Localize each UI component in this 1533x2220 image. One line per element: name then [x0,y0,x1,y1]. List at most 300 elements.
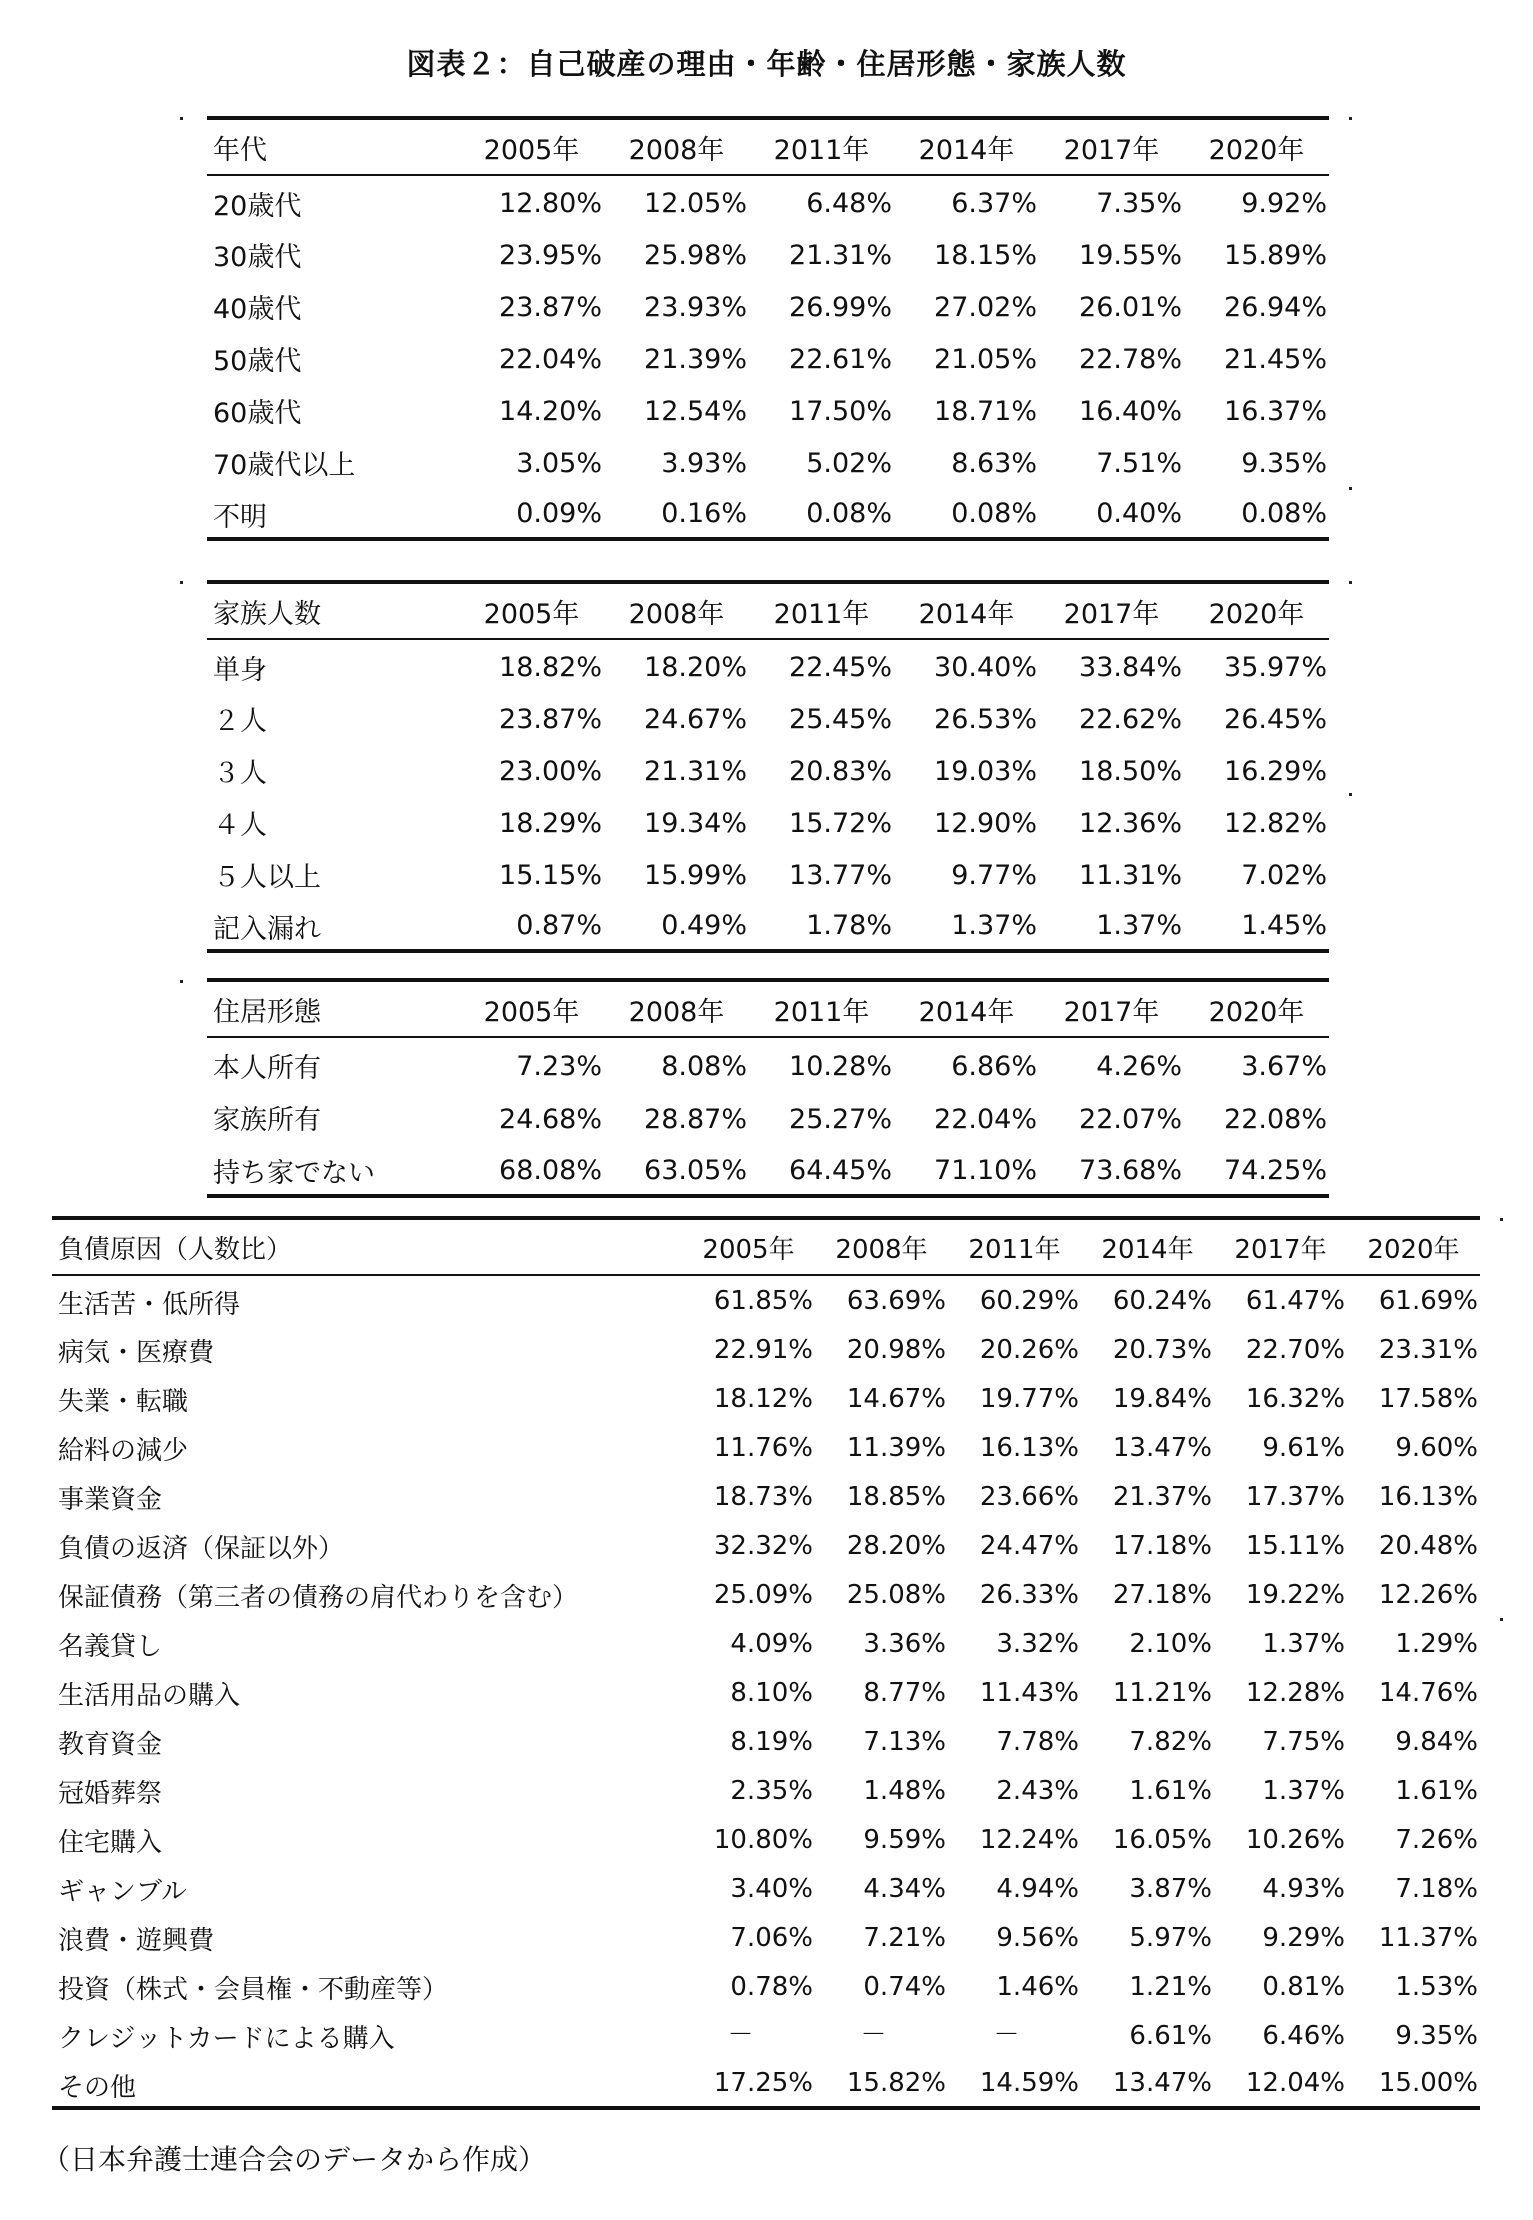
table-cell: 24.68% [499,1104,602,1135]
year-header: 2005年 [682,1218,815,1275]
housing-table [207,978,1329,1198]
table-cell: 63.05% [604,1143,749,1196]
table-cell: 15.99% [644,860,747,891]
table-row [207,1143,1329,1196]
table-cell: 71.10% [894,1143,1039,1196]
year-header: 2011年 [749,118,894,175]
table-cell: 8.77% [863,1678,946,1708]
table-cell: 20.73% [1112,1335,1212,1365]
scan-dot [1500,1618,1503,1621]
table-cell: 23.87% [499,292,602,323]
table-cell: 14.20% [499,396,602,427]
table-cell: 18.73% [713,1482,813,1512]
table-cell: 63.69% [846,1286,946,1316]
table-cell: 16.29% [1224,756,1327,787]
table-cell: 7.13% [863,1727,946,1757]
year-header: 2011年 [749,980,894,1037]
table-row [207,743,1329,795]
table-cell: 0.81% [1262,1972,1345,2002]
table-cell: 7.18% [1395,1874,1478,1904]
table-cell: 1.21% [1129,1972,1212,2002]
table-cell: 0.78% [730,1972,813,2002]
table-cell: 20.26% [979,1335,1079,1365]
table-cell: 1.48% [863,1776,946,1806]
table-cell: 21.31% [789,240,892,271]
table-row [207,1090,1329,1143]
table-cell: 23.87% [499,704,602,735]
table-row [207,435,1329,487]
table-header-row [207,980,1329,1037]
table-row [52,1765,1480,1814]
table-cell: 23.95% [499,240,602,271]
row-label: 40歳代 [213,294,302,325]
table-cell: 26.94% [1224,292,1327,323]
table-cell: 7.51% [1096,448,1182,479]
table-cell: 16.05% [1112,1825,1212,1855]
family-size-table [207,580,1329,953]
row-label: 生活苦・低所得 [58,1290,241,1320]
table-row [52,1863,1480,1912]
page-title: 図表２：自己破産の理由・年齢・住居形態・家族人数 [406,47,1127,81]
table-cell: 19.77% [979,1384,1079,1414]
table-cell: 5.02% [806,448,892,479]
row-label: 70歳代以上 [213,450,356,481]
table-cell: 18.20% [644,652,747,683]
table-cell: 0.87% [459,899,604,951]
table-cell: 23.93% [644,292,747,323]
table-cell: 10.28% [789,1051,892,1082]
table-cell: 61.69% [1378,1286,1478,1316]
table-cell: 10.80% [713,1825,813,1855]
table-cell: 1.45% [1184,899,1329,951]
table-cell: 9.59% [863,1825,946,1855]
table-cell: 11.39% [846,1433,946,1463]
row-label: 50歳代 [213,346,302,377]
table-cell: 21.05% [934,344,1037,375]
table-cell: 26.01% [1079,292,1182,323]
year-header: 2005年 [459,118,604,175]
table-cell: 23.66% [979,1482,1079,1512]
table-cell: 5.97% [1129,1923,1212,1953]
year-header: 2008年 [604,118,749,175]
table-cell: 8.08% [661,1051,747,1082]
year-header: 2017年 [1039,118,1184,175]
table-cell: 17.18% [1112,1531,1212,1561]
table-cell: 17.37% [1245,1482,1345,1512]
table-cell: 9.35% [1395,2021,1478,2051]
row-label: 60歳代 [213,398,302,429]
table-cell: 3.40% [730,1874,813,1904]
table-cell: 20.98% [846,1335,946,1365]
table-cell: 16.32% [1245,1384,1345,1414]
table-cell: 8.63% [951,448,1037,479]
year-header: 2017年 [1214,1218,1347,1275]
table-cell: 12.54% [644,396,747,427]
table-cell: 9.60% [1395,1433,1478,1463]
table-cell: 26.33% [979,1580,1079,1610]
year-header: 2008年 [604,980,749,1037]
table-cell: 12.04% [1214,2059,1347,2108]
table-cell: 11.31% [1079,860,1182,891]
table-cell: 7.23% [516,1051,602,1082]
table-cell: 7.21% [863,1923,946,1953]
table-header-row [207,118,1329,175]
table-cell: 7.35% [1096,188,1182,219]
table-cell: 12.90% [934,808,1037,839]
table-header-row [52,1218,1480,1275]
year-header: 2005年 [459,582,604,639]
table-cell: 12.24% [979,1825,1079,1855]
table-cell: 6.61% [1129,2021,1212,2051]
table-cell: 16.37% [1224,396,1327,427]
row-label: 生活用品の購入 [58,1681,241,1711]
table-cell: 18.29% [499,808,602,839]
table-cell: 11.76% [713,1433,813,1463]
year-header: 2017年 [1039,980,1184,1037]
table-cell: 2.10% [1129,1629,1212,1659]
table-cell: 0.08% [1184,487,1329,539]
housing-header: 住居形態 [207,980,459,1037]
table-cell: 17.25% [682,2059,815,2108]
table-cell: 22.70% [1245,1335,1345,1365]
year-header: 2014年 [1081,1218,1214,1275]
table-cell: 32.32% [713,1531,813,1561]
row-label: 家族所有 [213,1105,321,1136]
table-cell: 28.87% [644,1104,747,1135]
row-label: 負債の返済（保証以外） [58,1534,345,1564]
table-row [207,331,1329,383]
table-cell: 3.36% [863,1629,946,1659]
table-cell: 25.98% [644,240,747,271]
row-label: 単身 [213,655,267,686]
table-cell: 1.37% [1262,1629,1345,1659]
table-cell: 25.45% [789,704,892,735]
row-label: 冠婚葬祭 [58,1779,163,1809]
table-cell: 9.29% [1262,1923,1345,1953]
table-cell: 6.86% [951,1051,1037,1082]
table-cell: 19.34% [644,808,747,839]
row-label: 教育資金 [58,1730,163,1760]
table-cell: 9.77% [951,860,1037,891]
table-cell: 1.46% [996,1972,1079,2002]
table-cell: 15.72% [789,808,892,839]
table-cell: 0.08% [749,487,894,539]
table-row [207,795,1329,847]
table-cell: 6.48% [806,188,892,219]
table-row [52,1667,1480,1716]
row-label: 不明 [207,487,459,539]
table-cell: 6.46% [1262,2021,1345,2051]
table-cell: 12.80% [499,188,602,219]
table-row [207,691,1329,743]
year-header: 2014年 [894,118,1039,175]
scan-dot [1349,793,1352,796]
table-cell: 1.61% [1129,1776,1212,1806]
table-cell: 25.27% [789,1104,892,1135]
table-cell: 8.10% [730,1678,813,1708]
table-cell: 61.47% [1245,1286,1345,1316]
row-label: クレジットカードによる購入 [58,2024,395,2054]
year-header: 2020年 [1184,980,1329,1037]
table-cell: 3.67% [1241,1051,1327,1082]
table-cell: 64.45% [749,1143,894,1196]
table-cell: 24.67% [644,704,747,735]
table-cell: 3.32% [996,1629,1079,1659]
table-cell: 9.84% [1395,1727,1478,1757]
table-cell: 19.84% [1112,1384,1212,1414]
table-cell: 19.03% [934,756,1037,787]
table-cell: 7.02% [1241,860,1327,891]
table-cell: 0.74% [863,1972,946,2002]
table-cell: 12.26% [1378,1580,1478,1610]
table-row [52,1814,1480,1863]
table-cell: 8.19% [730,1727,813,1757]
table-cell: 13.77% [789,860,892,891]
table-cell: 3.05% [516,448,602,479]
source-note: （日本弁護士連合会のデータから作成） [42,2143,547,2176]
year-header: 2008年 [815,1218,948,1275]
table-row [52,1324,1480,1373]
table-cell: 18.50% [1079,756,1182,787]
table-cell: 12.05% [644,188,747,219]
table-row [207,1037,1329,1090]
table-row [52,1716,1480,1765]
table-row [52,1569,1480,1618]
table-cell: 73.68% [1039,1143,1184,1196]
table-cell: 9.35% [1241,448,1327,479]
table-cell: 15.15% [499,860,602,891]
table-cell: 7.26% [1395,1825,1478,1855]
table-cell: 4.09% [730,1629,813,1659]
row-label: ５人以上 [213,862,321,893]
year-header: 2020年 [1347,1218,1480,1275]
table-cell: － [727,2020,754,2050]
table-cell: 22.62% [1079,704,1182,735]
table-cell: 12.82% [1224,808,1327,839]
table-cell: 26.99% [789,292,892,323]
scan-dot [1349,581,1352,584]
table-cell: 19.22% [1245,1580,1345,1610]
table-cell: － [993,2020,1020,2050]
table-cell: 1.37% [1039,899,1184,951]
table-cell: 28.20% [846,1531,946,1561]
scan-dot [1349,117,1352,120]
table-row [52,1961,1480,2010]
table-cell: 1.37% [894,899,1039,951]
table-row [207,899,1329,951]
table-cell: 12.36% [1079,808,1182,839]
table-cell: 13.47% [1112,1433,1212,1463]
table-row [52,1275,1480,1324]
debt-header: 負債原因（人数比） [52,1218,682,1275]
table-cell: 4.34% [863,1874,946,1904]
year-header: 2014年 [894,980,1039,1037]
table-row [52,2059,1480,2108]
table-cell: 22.61% [789,344,892,375]
table-row [207,227,1329,279]
table-cell: 15.89% [1224,240,1327,271]
table-cell: 60.29% [979,1286,1079,1316]
table-cell: 11.43% [979,1678,1079,1708]
table-cell: 68.08% [459,1143,604,1196]
table-cell: 14.76% [1378,1678,1478,1708]
table-cell: 16.13% [979,1433,1079,1463]
table-cell: 23.00% [499,756,602,787]
table-cell: 30.40% [934,652,1037,683]
year-header: 2011年 [948,1218,1081,1275]
row-label: 住宅購入 [58,1828,163,1858]
table-row [52,1422,1480,1471]
year-header: 2020年 [1184,582,1329,639]
table-cell: 26.53% [934,704,1037,735]
row-label: 事業資金 [58,1485,163,1515]
table-cell: 1.37% [1262,1776,1345,1806]
table-cell: 20.48% [1378,1531,1478,1561]
scan-dot [180,117,183,120]
table-cell: 21.45% [1224,344,1327,375]
table-cell: 13.47% [1081,2059,1214,2108]
row-label: 20歳代 [213,191,302,222]
table-cell: 6.37% [951,188,1037,219]
row-label: ４人 [213,810,267,841]
table-cell: 24.47% [979,1531,1079,1561]
table-cell: 0.49% [604,899,749,951]
table-row [207,383,1329,435]
table-cell: 9.56% [996,1923,1079,1953]
row-label: 本人所有 [213,1053,321,1084]
row-label: 保証債務（第三者の債務の肩代わりを含む） [58,1583,579,1613]
table-cell: 14.67% [846,1384,946,1414]
table-cell: 33.84% [1079,652,1182,683]
table-cell: 15.11% [1245,1531,1345,1561]
row-label: 名義貸し [58,1632,163,1662]
table-cell: 18.12% [713,1384,813,1414]
table-cell: 25.09% [713,1580,813,1610]
table-cell: 2.43% [996,1776,1079,1806]
table-cell: 21.39% [644,344,747,375]
table-cell: 16.13% [1378,1482,1478,1512]
row-label: 記入漏れ [207,899,459,951]
table-cell: 7.06% [730,1923,813,1953]
year-header: 2014年 [894,582,1039,639]
year-header: 2005年 [459,980,604,1037]
table-cell: 18.15% [934,240,1037,271]
table-header-row [207,582,1329,639]
table-cell: 19.55% [1079,240,1182,271]
table-cell: 25.08% [846,1580,946,1610]
table-cell: 22.08% [1224,1104,1327,1135]
table-cell: 20.83% [789,756,892,787]
table-row [52,1912,1480,1961]
table-cell: 12.28% [1245,1678,1345,1708]
row-label: 持ち家でない [207,1143,459,1196]
table-cell: 1.53% [1395,1972,1478,2002]
row-label: 失業・転職 [58,1387,189,1417]
year-header: 2011年 [749,582,894,639]
table-row [207,487,1329,539]
table-cell: 3.93% [661,448,747,479]
table-cell: 0.16% [604,487,749,539]
table-cell: 22.78% [1079,344,1182,375]
table-cell: 21.31% [644,756,747,787]
table-cell: 26.45% [1224,704,1327,735]
table-row [207,279,1329,331]
table-cell: 9.61% [1262,1433,1345,1463]
table-cell: 17.50% [789,396,892,427]
table-cell: 18.71% [934,396,1037,427]
table-cell: 16.40% [1079,396,1182,427]
table-cell: 60.24% [1112,1286,1212,1316]
row-label: 給料の減少 [58,1436,189,1466]
table-cell: 11.37% [1378,1923,1478,1953]
table-cell: 7.75% [1262,1727,1345,1757]
table-cell: 22.45% [789,652,892,683]
table-row [52,2010,1480,2059]
table-cell: 17.58% [1378,1384,1478,1414]
year-header: 2008年 [604,582,749,639]
table-cell: 61.85% [713,1286,813,1316]
table-cell: 4.26% [1096,1051,1182,1082]
family-header: 家族人数 [207,582,459,639]
row-label: 浪費・遊興費 [58,1926,215,1956]
debt-cause-table [52,1216,1480,2110]
table-cell: 7.78% [996,1727,1079,1757]
table-cell: － [860,2020,887,2050]
row-label: 投資（株式・会員権・不動産等） [58,1975,449,2005]
scan-dot [1349,487,1352,490]
scan-dot [180,581,183,584]
table-cell: 27.18% [1112,1580,1212,1610]
table-cell: 7.82% [1129,1727,1212,1757]
table-row [207,847,1329,899]
table-cell: 27.02% [934,292,1037,323]
table-cell: 4.93% [1262,1874,1345,1904]
table-row [207,175,1329,227]
table-row [207,639,1329,691]
table-row [52,1373,1480,1422]
table-row [52,1471,1480,1520]
row-label: 病気・医療費 [58,1338,215,1368]
row-label: ３人 [213,758,267,789]
table-cell: 2.35% [730,1776,813,1806]
table-row [52,1618,1480,1667]
table-cell: 18.85% [846,1482,946,1512]
table-row [52,1520,1480,1569]
table-cell: 14.59% [948,2059,1081,2108]
table-cell: 9.92% [1241,188,1327,219]
age-header: 年代 [207,118,459,175]
table-cell: 15.82% [815,2059,948,2108]
table-cell: 23.31% [1378,1335,1478,1365]
table-cell: 1.29% [1395,1629,1478,1659]
scan-dot [180,980,183,983]
row-label: その他 [52,2059,682,2108]
age-table [207,116,1329,541]
row-label: ２人 [213,706,267,737]
table-cell: 35.97% [1224,652,1327,683]
table-cell: 22.04% [934,1104,1037,1135]
table-cell: 22.04% [499,344,602,375]
year-header: 2017年 [1039,582,1184,639]
table-cell: 10.26% [1245,1825,1345,1855]
table-cell: 18.82% [499,652,602,683]
row-label: 30歳代 [213,242,302,273]
row-label: ギャンブル [58,1877,187,1907]
table-cell: 11.21% [1112,1678,1212,1708]
table-cell: 0.09% [459,487,604,539]
table-cell: 1.61% [1395,1776,1478,1806]
table-cell: 15.00% [1347,2059,1480,2108]
